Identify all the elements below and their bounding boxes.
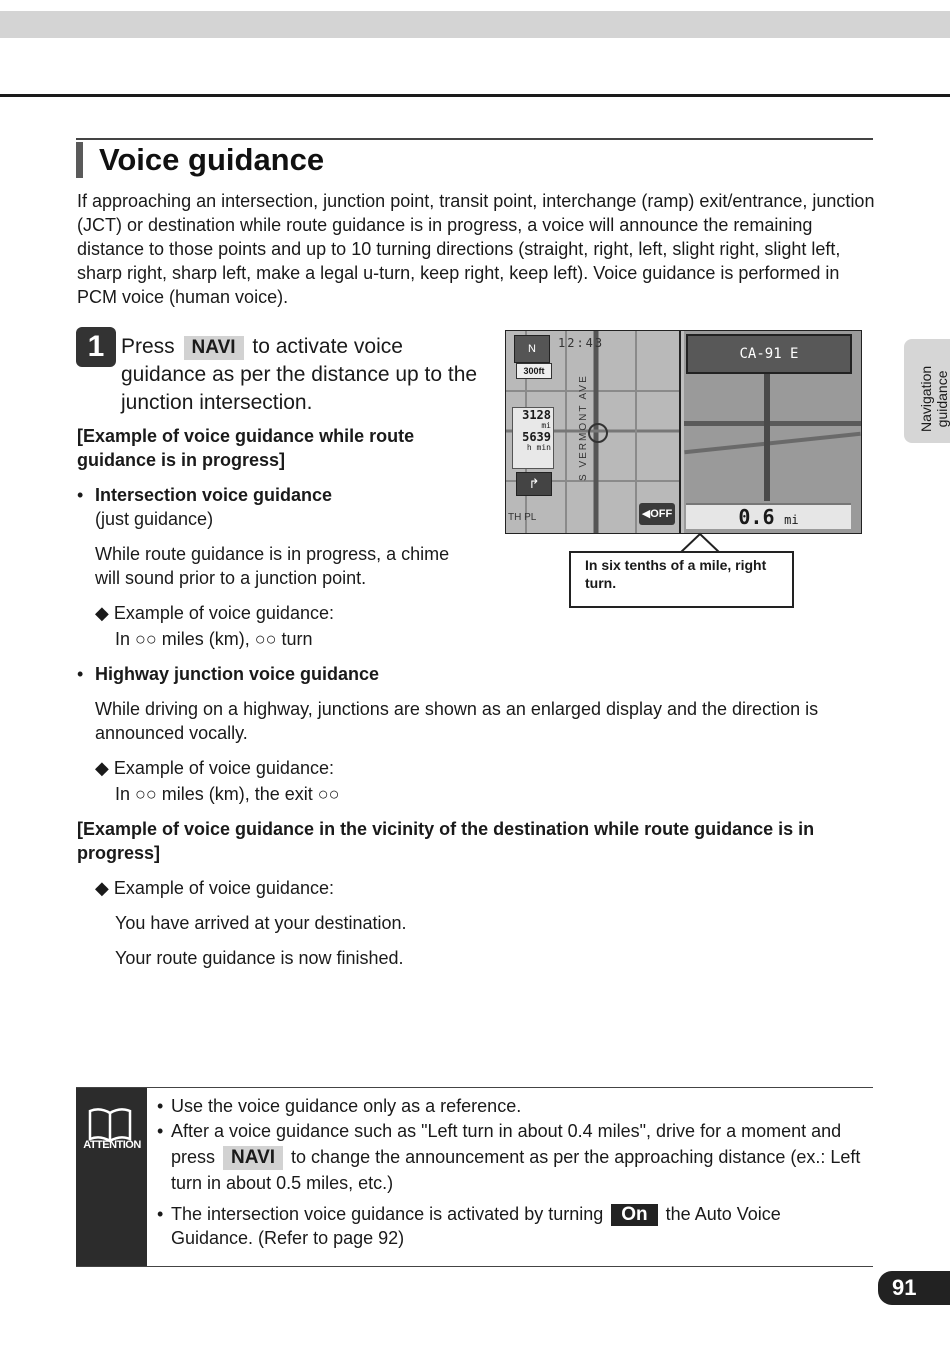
bullet: • (157, 1096, 164, 1116)
intersection-bullet: • (77, 485, 84, 505)
destination-line-1: You have arrived at your destination. (115, 913, 407, 933)
side-tab-line-1: Navigation (918, 365, 934, 432)
navi-button-label: NAVI (223, 1146, 283, 1170)
highway-example-text: In ○○ miles (km), the exit ○○ (115, 784, 340, 804)
junction-road-diagonal (684, 432, 860, 454)
attention-item (157, 1202, 867, 1250)
page-title: Voice guidance (99, 142, 325, 177)
map-scale: 300ft (516, 363, 552, 379)
bullet: • (157, 1121, 164, 1141)
example-route-heading: [Example of voice guidance while route guidance is in progress] (77, 426, 415, 470)
street-name-bottom: TH PL (508, 512, 537, 523)
attention-item-3-text-b: the Auto Voice Guidance. (Refer to page 92) (171, 1204, 781, 1248)
step-number: 1 (76, 327, 116, 367)
bullet: • (157, 1204, 164, 1224)
clock-readout: 12:43 (558, 336, 605, 350)
intro-paragraph: If approaching an intersection, junction point, transit point, interchange (ramp) exit/entrance, junction (JCT) or destination while route guidance is in progress, a voice will announce the remaining distance to those points and up to 10 turning directions (straight, right, left, slight right, slight left, sharp right, sharp left, make a legal u-turn, keep right, keep left). Voice guidance is performed in PCM voice (human voice). (77, 191, 875, 307)
junction-road-vertical (764, 361, 770, 501)
attention-item-2-text-a: After a voice guidance such as "Left turn in about 0.4 miles", drive for a moment and press (171, 1121, 842, 1167)
destination-heading: [Example of voice guidance in the vicinity of the destination while route guidance is in progress] (77, 819, 815, 863)
side-tab-label (918, 366, 950, 432)
trip-info-box (512, 407, 554, 469)
attention-item-2-text-b: to change the announcement as per the approaching distance (ex.: Left turn in about 0.5 miles, etc.) (171, 1147, 861, 1193)
voice-callout (569, 551, 794, 608)
highway-bullet: • (77, 664, 84, 684)
remaining-distance (686, 503, 851, 529)
header-rule (0, 94, 950, 97)
intersection-example-label: ◆ Example of voice guidance: (95, 603, 334, 623)
attention-item-3-text-a: The intersection voice guidance is activated by turning (171, 1204, 604, 1224)
intersection-description: While route guidance is in progress, a chime will sound prior to a junction point. (95, 544, 450, 588)
voice-off-button[interactable]: ◀OFF (639, 503, 675, 525)
distance-value: 3128 (522, 408, 551, 422)
compass-icon: N (514, 335, 550, 363)
attention-list (157, 1094, 867, 1250)
junction-road-horizontal (684, 421, 861, 426)
intersection-subtitle: (just guidance) (95, 509, 214, 529)
navi-button-label: NAVI (184, 336, 244, 360)
title-accent-bar (76, 142, 83, 178)
attention-item (157, 1118, 867, 1196)
header-bar (0, 11, 950, 38)
attention-box (76, 1087, 873, 1267)
highway-example-label: ◆ Example of voice guidance: (95, 758, 334, 778)
destination-line-2: Your route guidance is now finished. (115, 948, 404, 968)
section-title-block (76, 138, 873, 180)
intersection-title: Intersection voice guidance (95, 485, 333, 505)
route-label: CA-91 E (686, 334, 852, 374)
highway-title: Highway junction voice guidance (95, 664, 380, 684)
destination-example-label: ◆ Example of voice guidance: (95, 878, 334, 898)
vehicle-position-icon (588, 423, 608, 443)
distance-unit: mi (541, 421, 551, 430)
side-tab-line-2: guidance (934, 370, 950, 428)
intersection-example-text: In ○○ miles (km), ○○ turn (115, 629, 313, 649)
attention-sidebar (76, 1088, 147, 1266)
attention-item (157, 1094, 867, 1118)
step-instruction (121, 333, 491, 417)
attention-item-1-text: Use the voice guidance only as a reference. (171, 1096, 522, 1116)
remaining-unit: mi (784, 513, 799, 527)
street-name-vertical: S VERMONT AVE (578, 374, 589, 481)
remaining-value: 0.6 (738, 505, 775, 529)
attention-label: ATTENTION (83, 1139, 141, 1151)
highway-description: While driving on a highway, junctions are shown as an enlarged display and the direction is announced vocally. (95, 699, 819, 743)
callout-text: In six tenths of a mile, right turn. (585, 557, 767, 591)
page-number: 91 (878, 1271, 950, 1305)
step-pre: Press (121, 335, 175, 358)
turn-arrow-icon: ↱ (516, 472, 552, 496)
navigation-screenshot (505, 330, 862, 534)
time-unit: h min (526, 443, 551, 452)
time-value: 5639 (522, 430, 551, 444)
step-post: to activate voice guidance as per the distance up to the junction intersection. (121, 335, 478, 414)
on-button-label: On (611, 1204, 657, 1226)
